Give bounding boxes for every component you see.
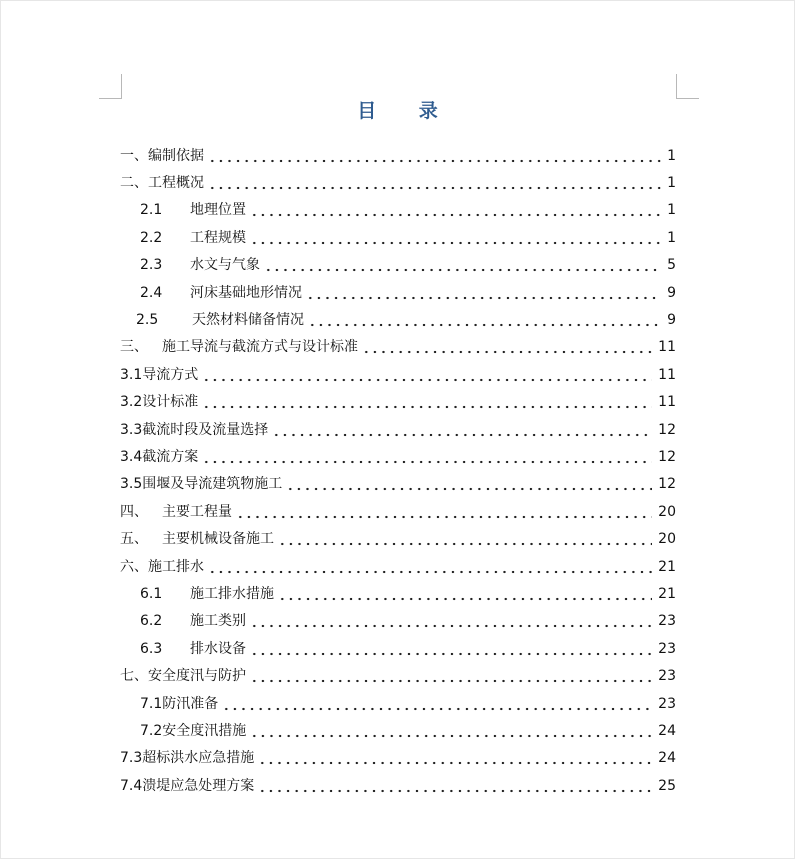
toc-title: 目 录: [357, 100, 456, 122]
toc-label: 水文与气象: [190, 257, 260, 274]
toc-entry[interactable]: [120, 662, 676, 689]
toc-page-number: 11: [658, 366, 676, 383]
toc-label: 设计标准: [142, 394, 199, 411]
toc-page-number: 12: [658, 421, 676, 438]
toc-label: 安全度汛措施: [162, 722, 247, 739]
toc-label: 河床基础地形情况: [190, 284, 302, 301]
dot-leader: [236, 502, 652, 522]
dot-leader: [202, 365, 652, 385]
toc-entry[interactable]: [120, 690, 676, 717]
toc-number: 二、: [120, 175, 148, 192]
dot-leader: [250, 721, 652, 741]
toc-label: 截流时段及流量选择: [142, 421, 269, 438]
toc-page-number: 23: [658, 695, 676, 712]
toc-number: 3.4: [120, 448, 143, 465]
dot-leader: [222, 694, 652, 714]
toc-entry[interactable]: [120, 279, 676, 306]
toc-page-number: 1: [667, 202, 676, 219]
toc-label: 主要机械设备施工: [162, 531, 274, 548]
toc-label: 导流方式: [142, 366, 199, 383]
dot-leader: [264, 255, 661, 275]
toc-page-number: 9: [667, 312, 676, 329]
toc-page-number: 24: [658, 722, 676, 739]
toc-entry[interactable]: [120, 416, 676, 443]
toc-entry[interactable]: [120, 553, 676, 580]
toc-entry[interactable]: [120, 745, 676, 772]
dot-leader: [250, 200, 661, 220]
toc-page-number: 20: [658, 531, 676, 548]
toc-label: 编制依据: [148, 147, 204, 164]
toc-number: 三、: [120, 339, 148, 356]
toc-page-number: 12: [658, 476, 676, 493]
toc-page-number: 11: [658, 394, 676, 411]
toc-page-number: 1: [667, 175, 676, 192]
dot-leader: [306, 283, 661, 303]
toc-page-number: 12: [658, 448, 676, 465]
toc-page-number: 23: [658, 613, 676, 630]
dot-leader: [208, 146, 661, 166]
toc-entry[interactable]: [120, 361, 676, 388]
dot-leader: [208, 173, 661, 193]
dot-leader: [208, 557, 652, 577]
crop-mark-top-left: [99, 74, 122, 99]
toc-entry[interactable]: [120, 772, 676, 799]
toc-number: 3.5: [120, 476, 143, 493]
dot-leader: [308, 310, 661, 330]
table-of-contents: [120, 142, 676, 799]
toc-page-number: 11: [658, 339, 676, 356]
toc-page-number: 25: [658, 777, 676, 794]
toc-label: 围堰及导流建筑物施工: [142, 476, 283, 493]
toc-number: 2.2: [140, 229, 163, 246]
toc-number: 3.3: [120, 421, 143, 438]
dot-leader: [250, 639, 652, 659]
toc-label: 施工排水: [148, 558, 204, 575]
toc-label: 工程规模: [190, 229, 246, 246]
crop-mark-top-right: [676, 74, 699, 99]
toc-page-number: 21: [658, 558, 676, 575]
toc-label: 防汛准备: [162, 695, 219, 712]
toc-entry[interactable]: [120, 169, 676, 196]
dot-leader: [278, 529, 652, 549]
toc-page-number: 21: [658, 585, 676, 602]
toc-number: 四、: [120, 503, 148, 520]
toc-entry[interactable]: [120, 717, 676, 744]
toc-number: 一、: [120, 147, 148, 164]
toc-number: 七、: [120, 668, 148, 685]
toc-entry[interactable]: [120, 443, 676, 470]
toc-number: 3.2: [120, 394, 143, 411]
toc-label: 溃堤应急处理方案: [142, 777, 255, 794]
toc-label: 截流方案: [142, 448, 199, 465]
toc-number: 6.1: [140, 585, 163, 602]
toc-entry[interactable]: [120, 635, 676, 662]
dot-leader: [258, 748, 652, 768]
toc-entry[interactable]: [120, 252, 676, 279]
toc-entry[interactable]: [120, 498, 676, 525]
toc-label: 排水设备: [190, 640, 246, 657]
dot-leader: [202, 392, 652, 412]
dot-leader: [258, 776, 652, 796]
dot-leader: [278, 584, 652, 604]
dot-leader: [286, 474, 652, 494]
dot-leader: [272, 420, 652, 440]
toc-entry[interactable]: [120, 389, 676, 416]
toc-label: 天然材料储备情况: [192, 312, 304, 329]
toc-entry[interactable]: [120, 608, 676, 635]
toc-label: 施工排水措施: [190, 585, 274, 602]
toc-number: 7.2: [140, 722, 163, 739]
toc-entry[interactable]: [120, 197, 676, 224]
toc-page-number: 9: [667, 284, 676, 301]
toc-number: 2.1: [140, 202, 163, 219]
toc-label: 施工类别: [190, 613, 246, 630]
toc-entry[interactable]: [120, 525, 676, 552]
toc-label: 超标洪水应急措施: [142, 750, 255, 767]
toc-page-number: 24: [658, 750, 676, 767]
toc-entry[interactable]: [120, 142, 676, 169]
toc-number: 6.3: [140, 640, 163, 657]
toc-page-number: 20: [658, 503, 676, 520]
toc-number: 3.1: [120, 366, 143, 383]
toc-label: 主要工程量: [162, 503, 232, 520]
toc-label: 安全度汛与防护: [148, 668, 246, 685]
toc-number: 6.2: [140, 613, 163, 630]
toc-label: 工程概况: [148, 175, 204, 192]
toc-entry[interactable]: [120, 224, 676, 251]
toc-number: 7.4: [120, 777, 143, 794]
toc-entry[interactable]: [120, 580, 676, 607]
toc-number: 2.3: [140, 257, 163, 274]
toc-page-number: 5: [667, 257, 676, 274]
toc-page-number: 23: [658, 640, 676, 657]
toc-entry[interactable]: [120, 471, 676, 498]
toc-page-number: 23: [658, 668, 676, 685]
dot-leader: [362, 337, 652, 357]
dot-leader: [202, 447, 652, 467]
dot-leader: [250, 228, 661, 248]
toc-label: 施工导流与截流方式与设计标准: [162, 339, 358, 356]
toc-number: 六、: [120, 558, 148, 575]
toc-entry[interactable]: [120, 334, 676, 361]
toc-page-number: 1: [667, 147, 676, 164]
toc-number: 2.5: [136, 312, 159, 329]
dot-leader: [250, 611, 652, 631]
toc-page-number: 1: [667, 229, 676, 246]
toc-number: 2.4: [140, 284, 163, 301]
toc-entry[interactable]: [120, 306, 676, 333]
dot-leader: [250, 666, 652, 686]
toc-number: 7.3: [120, 750, 143, 767]
toc-number: 五、: [120, 531, 148, 548]
toc-label: 地理位置: [190, 202, 246, 219]
toc-number: 7.1: [140, 695, 163, 712]
